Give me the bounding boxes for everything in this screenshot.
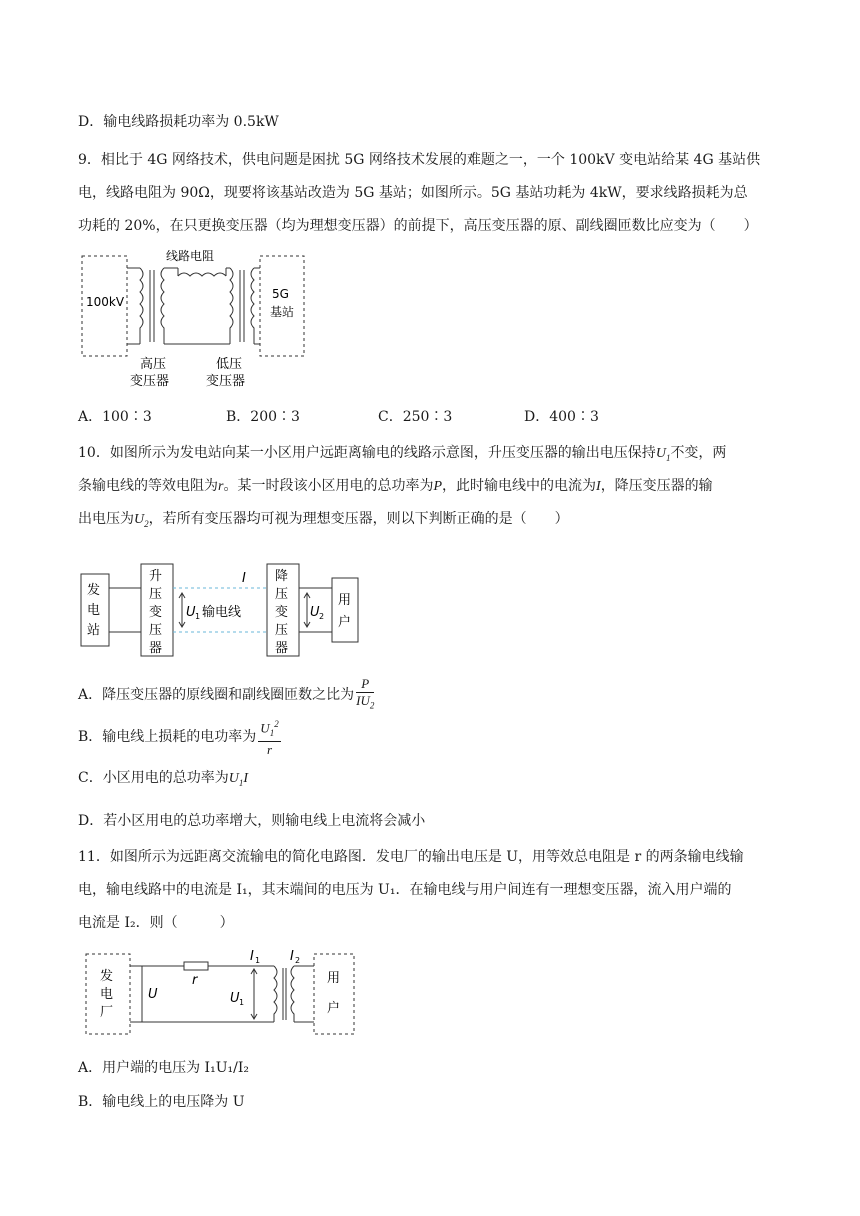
svg-text:变: 变 — [275, 605, 289, 620]
svg-text:U: U — [230, 991, 240, 1006]
svg-text:U: U — [186, 605, 196, 620]
svg-text:电: 电 — [87, 603, 101, 618]
q10-option-d[interactable]: D．若小区用电的总功率增大，则输电线上电流将会减小 — [78, 813, 426, 829]
svg-text:1: 1 — [255, 956, 261, 965]
svg-text:I: I — [250, 949, 254, 964]
fig9-right-label-1: 5G — [272, 287, 289, 301]
q9-stem-line2: 电，线路电阻为 90Ω，现要将该基站改造为 5G 基站；如图所示。5G 基站功耗为 4kW，要求线路损耗为总 — [78, 185, 748, 201]
svg-text:r: r — [192, 973, 198, 988]
sym-u1: $U_1$ — [655, 446, 671, 463]
q10-stem-line1: 10．如图所示为发电站向某一小区用户远距离输电的线路示意图，升压变压器的输出电压保持$U_1$不变，两 — [78, 445, 727, 463]
q9-option-a[interactable]: A．100∶3 — [78, 409, 152, 425]
svg-text:I: I — [242, 571, 246, 586]
q11-stem-line3: 电流是 I₂．则（ ） — [78, 915, 234, 931]
q9-stem-line3: 功耗的 20%，在只更换变压器（均为理想变压器）的前提下，高压变压器的原、副线圈匝数比应变为（ ） — [78, 218, 758, 234]
fig9-lv-label-1: 低压 — [216, 357, 243, 372]
q10-option-c[interactable]: C．小区用电的总功率为$U_1I$ — [78, 770, 249, 788]
svg-text:U: U — [310, 605, 320, 620]
q9-stem-line1: 9．相比于 4G 网络技术，供电问题是困扰 5G 网络技术发展的难题之一，一个 100kV 变电站给某 4G 基站供 — [78, 152, 761, 168]
svg-text:户: 户 — [327, 1001, 341, 1016]
svg-text:变: 变 — [149, 605, 163, 620]
fig9-top-label: 线路电阻 — [166, 249, 215, 263]
fraction-p-over-iu2: $\frac{P}{IU_2}$ — [356, 676, 375, 711]
q9-option-d[interactable]: D．400∶3 — [524, 409, 599, 425]
svg-text:发: 发 — [100, 969, 114, 984]
q9-option-c[interactable]: C．250∶3 — [378, 409, 453, 425]
svg-text:2: 2 — [319, 612, 325, 621]
q11-circuit-figure — [84, 950, 360, 1038]
q11-stem-line2: 电，输电线路中的电流是 I₁，其末端间的电压为 U₁．在输电线与用户间连有一理想变压器，流入用户端的 — [78, 882, 732, 898]
q9-options — [78, 406, 798, 426]
q11-option-b[interactable]: B．输电线上的电压降为 U — [78, 1094, 245, 1110]
svg-text:压: 压 — [149, 623, 163, 638]
fig9-hv-label-2: 变压器 — [130, 374, 170, 389]
sym-u2: $U_2$ — [134, 512, 149, 529]
q10-stem-line3: 出电压为$U_2$，若所有变压器均可视为理想变压器，则以下判断正确的是（ ） — [78, 511, 569, 529]
svg-text:站: 站 — [87, 623, 101, 638]
svg-text:压: 压 — [275, 587, 289, 602]
fig9-lv-label-2: 变压器 — [206, 374, 246, 389]
q10-circuit-figure — [80, 562, 380, 658]
svg-text:U: U — [148, 987, 158, 1002]
svg-text:压: 压 — [149, 587, 163, 602]
svg-text:户: 户 — [338, 615, 352, 630]
svg-text:器: 器 — [275, 641, 289, 656]
q11-option-a[interactable]: A．用户端的电压为 I₁U₁/I₂ — [78, 1060, 249, 1076]
svg-text:器: 器 — [149, 641, 163, 656]
svg-text:I: I — [290, 949, 294, 964]
fig9-right-label-2: 基站 — [270, 305, 295, 319]
svg-text:1: 1 — [195, 612, 201, 621]
svg-text:升: 升 — [149, 569, 163, 584]
svg-text:用: 用 — [327, 971, 341, 986]
fraction-u1sq-over-r: $\frac{U_1^2}{r}$ — [258, 716, 280, 758]
q11-stem-line1: 11．如图所示为远距离交流输电的简化电路图．发电厂的输出电压是 U，用等效总电阻是 r 的两条输电线输 — [78, 849, 744, 865]
svg-text:1: 1 — [239, 998, 245, 1007]
fig10-line-label: 输电线 — [202, 605, 242, 620]
svg-text:2: 2 — [295, 956, 301, 965]
svg-text:电: 电 — [100, 987, 114, 1002]
q10-option-b[interactable]: B．输电线上损耗的电功率为 $\frac{U_1^2}{r}$ — [78, 716, 281, 758]
svg-text:用: 用 — [338, 593, 352, 608]
q9-circuit-figure — [80, 248, 320, 390]
svg-text:发: 发 — [87, 583, 101, 598]
svg-text:降: 降 — [275, 569, 289, 584]
svg-text:厂: 厂 — [100, 1005, 114, 1020]
fig9-hv-label-1: 高压 — [140, 357, 167, 372]
q8-option-d: D．输电线路损耗功率为 0.5kW — [78, 114, 279, 130]
q9-option-b[interactable]: B．200∶3 — [226, 409, 300, 425]
q10-option-a[interactable]: A．降压变压器的原线圈和副线圈匝数之比为 $\frac{P}{IU_2}$ — [78, 676, 374, 714]
q10-stem-line2: 条输电线的等效电阻为r。某一时段该小区用电的总功率为P，此时输电线中的电流为I，降压变压器的输 — [78, 478, 713, 494]
fig9-left-label: 100kV — [86, 295, 125, 309]
svg-text:压: 压 — [275, 623, 289, 638]
